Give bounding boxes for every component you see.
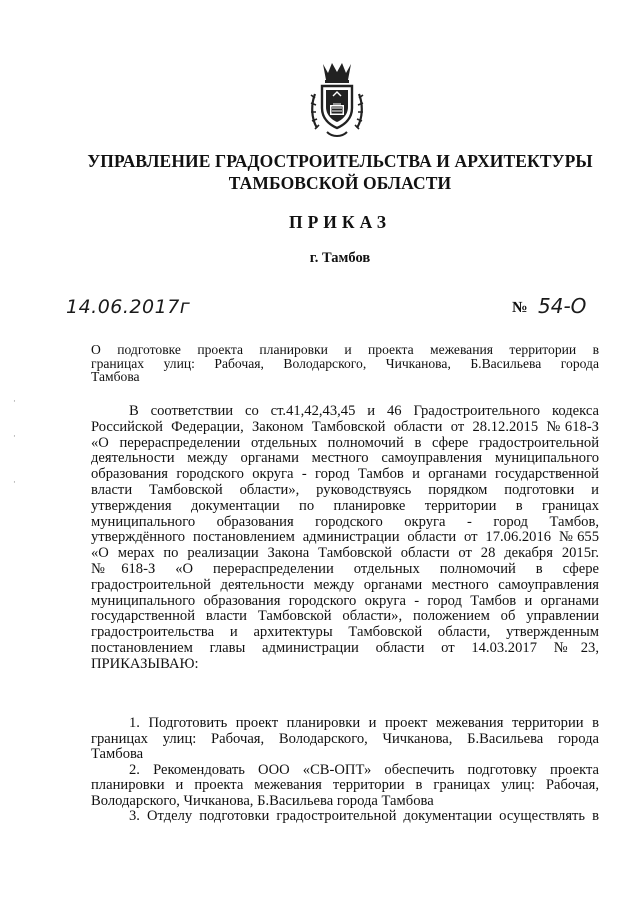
order-number bbox=[512, 294, 587, 318]
preamble-line: образования городского округа - город Тамбов и органами государственной bbox=[91, 466, 599, 483]
item-line: 3. Отделу подготовки градостроительной документации осуществлять в bbox=[129, 808, 599, 824]
scan-speck: · bbox=[13, 432, 16, 442]
coat-of-arms-icon bbox=[309, 58, 365, 138]
preamble-line: «О перераспределении отдельных полномочий в сфере градостроительной bbox=[91, 434, 599, 451]
handwritten-date: 14.06.2017г bbox=[66, 296, 191, 318]
handwritten-number: 54-О bbox=[538, 294, 587, 318]
preamble-line: «О мерах по реализации Закона Тамбовской области от 28 декабря 2015г. bbox=[91, 545, 599, 562]
preamble-line: постановлением главы администрации области от 14.03.2017 №23, bbox=[91, 639, 599, 656]
subject-line: Тамбова bbox=[91, 369, 140, 384]
preamble-line: государственной власти Тамбовской области», положением об управлении bbox=[91, 608, 599, 625]
item-line: планировки и проекта межевания территории в границах улиц: Рабочая, bbox=[91, 777, 599, 793]
preamble-line: №618-З «О перераспределении отдельных полномочий в сфере bbox=[91, 560, 599, 577]
item-line: Тамбова bbox=[91, 746, 144, 762]
preamble-paragraph bbox=[91, 404, 599, 673]
preamble-line: муниципального образования городского округа - город Тамбов и органами bbox=[91, 592, 599, 609]
number-sign: № bbox=[512, 299, 528, 316]
subject-line: границах улиц: Рабочая, Володарского, Чичканова, Б.Васильева города bbox=[91, 355, 599, 371]
order-items bbox=[91, 716, 599, 825]
item-line: 1. Подготовить проект планировки и проект межевания территории в bbox=[129, 715, 599, 731]
scan-speck: · bbox=[13, 478, 16, 488]
preamble-line: деятельности между органами местного самоуправления муниципального bbox=[91, 450, 599, 467]
order-subject bbox=[91, 343, 599, 384]
preamble-line: В соответствии со ст.41,42,43,45 и 46 Градостроительного кодекса bbox=[129, 403, 599, 419]
preamble-line: утверждения документации по планировке территории в границах bbox=[91, 497, 599, 514]
order-directive: ПРИКАЗЫВАЮ: bbox=[91, 655, 199, 672]
subject-line: О подготовке проекта планировки и проекта межевания территории в bbox=[91, 342, 599, 357]
preamble-line: власти Тамбовской области», руководствуясь порядком подготовки и bbox=[91, 481, 599, 498]
preamble-line: муниципального образования городского округа - город Тамбов, bbox=[91, 513, 599, 530]
item-line: Володарского, Чичканова, Б.Васильева города Тамбова bbox=[91, 792, 434, 809]
preamble-line: Российской Федерации, Законом Тамбовской области от 28.12.2015 №618-З bbox=[91, 418, 599, 435]
document-type-title: ПРИКАЗ bbox=[288, 212, 392, 232]
preamble-line: градостроительной деятельности между органами местного самоуправления bbox=[91, 576, 599, 593]
city-line: г. Тамбов bbox=[309, 250, 371, 266]
organization-name: УПРАВЛЕНИЕ ГРАДОСТРОИТЕЛЬСТВА И АРХИТЕКТУРЫ bbox=[87, 151, 593, 171]
preamble-line: утверждённого постановлением администрации области от 17.06.2016 №655 bbox=[91, 529, 599, 546]
preamble-line: градостроительства и архитектуры Тамбовской области, утвержденным bbox=[91, 624, 599, 641]
item-line: границах улиц: Рабочая, Володарского, Чичканова, Б.Васильева города bbox=[91, 730, 599, 747]
scan-speck: · bbox=[13, 397, 16, 407]
organization-region: ТАМБОВСКОЙ ОБЛАСТИ bbox=[228, 173, 452, 193]
item-line: 2. Рекомендовать ООО «СВ-ОПТ» обеспечить подготовку проекта bbox=[129, 761, 599, 778]
